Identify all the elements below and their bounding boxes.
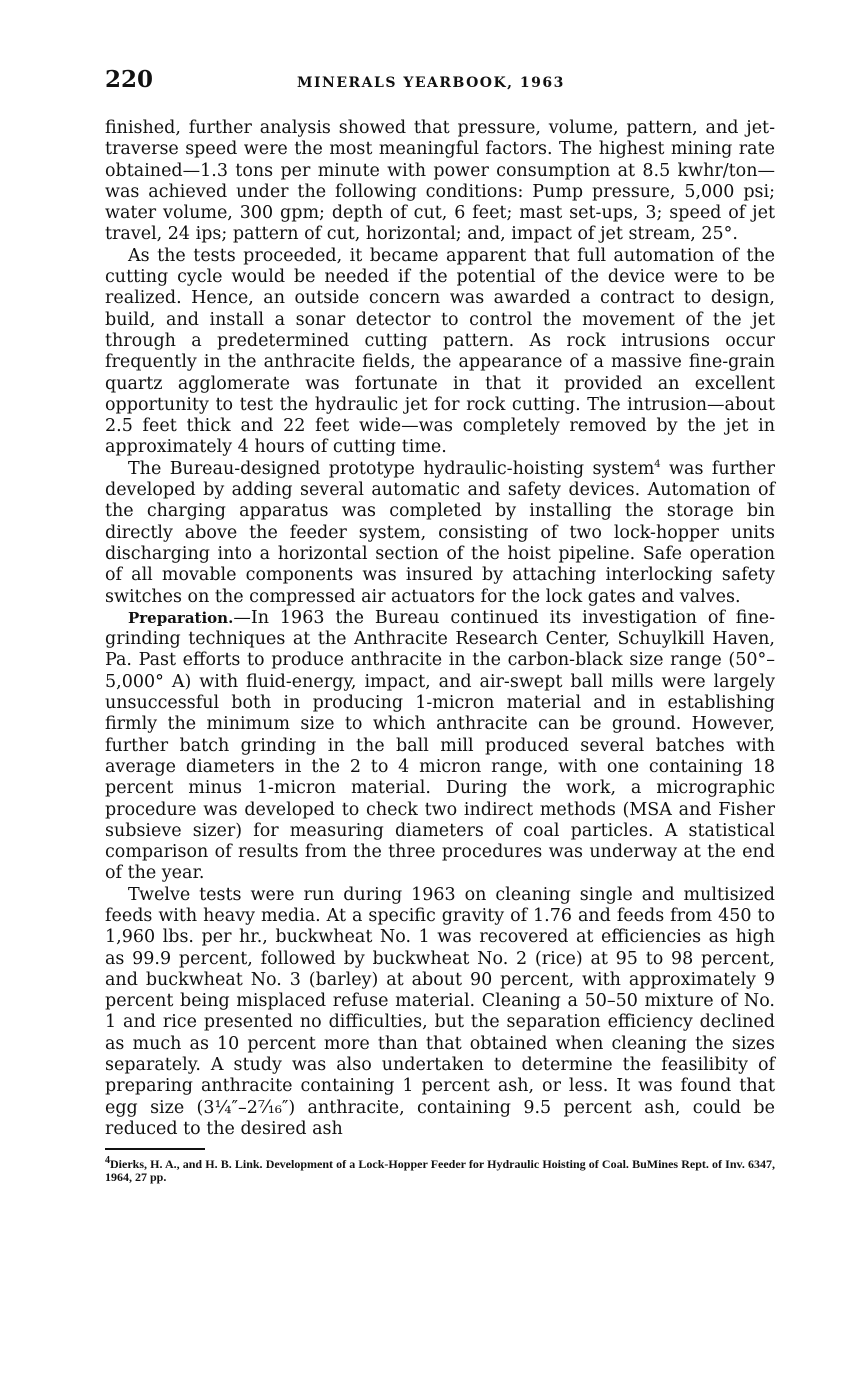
running-head: MINERALS YEARBOOK, 1963 xyxy=(297,75,565,91)
footnote-divider xyxy=(105,1148,205,1150)
paragraph-4-text: —In 1963 the Bureau continued its investigation of fine-grinding techniques at the Anthracite Research Center, Schuylkill Haven, Pa. Past efforts to produce anthracite in the carbon-black size range (50°–5,000° A) with fluid-energy, impact, and air-swept ball mills were largely unsuccessful both in producing 1-micron material and in establishing firmly the minimum size to which anthracite can be ground. However, further batch grinding in the ball mill produced several batches with average diameters in the 2 to 4 micron range, with one containing 18 percent minus 1-micron material. During the work, a micrographic procedure was developed to check two indirect methods (MSA and Fisher subsieve sizer) for measuring diameters of coal particles. A statistical comparison of results from the three procedures was underway at the end of the year. xyxy=(105,607,775,884)
paragraph-1: finished, further analysis showed that pressure, volume, pattern, and jet-traverse speed were the most meaningful factors. The highest mining rate obtained—1.3 tons per minute with power consumption at 8.5 kwhr/ton—was achieved under the following conditions: Pump pressure, 5,000 psi; water volume, 300 gpm; depth of cut, 6 feet; mast set-ups, 3; speed of jet travel, 24 ips; pattern of cut, horizontal; and, impact of jet stream, 25°. xyxy=(105,118,775,245)
footnote-marker: 4 xyxy=(105,1155,110,1167)
page-number: 220 xyxy=(105,66,154,93)
paragraph-3-text-before: The Bureau-designed prototype hydraulic-hoisting system xyxy=(128,458,655,479)
paragraph-3-text-after: was further developed by adding several automatic and safety devices. Automation of the charging apparatus was completed by installing the storage bin directly above the feeder system, consisting of two lock-hopper units discharging into a horizontal section of the hoist pipeline. Safe operation of all movable components was insured by attaching interlocking safety switches on the compressed air actuators for the lock gates and valves. xyxy=(105,458,775,607)
page-header xyxy=(105,66,775,98)
document-page xyxy=(105,66,775,1184)
paragraph-4 xyxy=(105,608,775,885)
paragraph-2: As the tests proceeded, it became apparent that full automation of the cutting cycle would be needed if the potential of the device were to be realized. Hence, an outside concern was awarded a contract to design, build, and install a sonar detector to control the movement of the jet through a predetermined cutting pattern. As rock intrusions occur frequently in the anthracite fields, the appearance of a massive fine-grain quartz agglomerate was fortunate in that it provided an excellent opportunity to test the hydraulic jet for rock cutting. The intrusion—about 2.5 feet thick and 22 feet wide—was completely removed by the jet in approximately 4 hours of cutting time. xyxy=(105,245,775,458)
footnote-text: Dierks, H. A., and H. B. Link. Development of a Lock-Hopper Feeder for Hydraulic Hoisting of Coal. BuMines Rept. of Inv. 6347, 1964, 27 pp. xyxy=(105,1157,775,1185)
paragraph-5: Twelve tests were run during 1963 on cleaning single and multisized feeds with heavy media. At a specific gravity of 1.76 and feeds from 450 to 1,960 lbs. per hr., buckwheat No. 1 was recovered at efficiencies as high as 99.9 percent, followed by buckwheat No. 2 (rice) at 95 to 98 percent, and buckwheat No. 3 (barley) at about 90 percent, with approximately 9 percent being misplaced refuse material. Cleaning a 50–50 mixture of No. 1 and rice presented no difficulties, but the separation efficiency declined as much as 10 percent more than that obtained when cleaning the sizes separately. A study was also undertaken to determine the feasilibity of preparing anthracite containing 1 percent ash, or less. It was found that egg size (3¼″–2⁷⁄₁₆″) anthracite, containing 9.5 percent ash, could be reduced to the desired ash xyxy=(105,884,775,1139)
body-text xyxy=(105,118,775,1140)
section-run-in-heading: Preparation. xyxy=(128,608,234,627)
footnote-reference: 4 xyxy=(654,458,661,470)
footnote xyxy=(105,1155,775,1185)
paragraph-3 xyxy=(105,459,775,608)
